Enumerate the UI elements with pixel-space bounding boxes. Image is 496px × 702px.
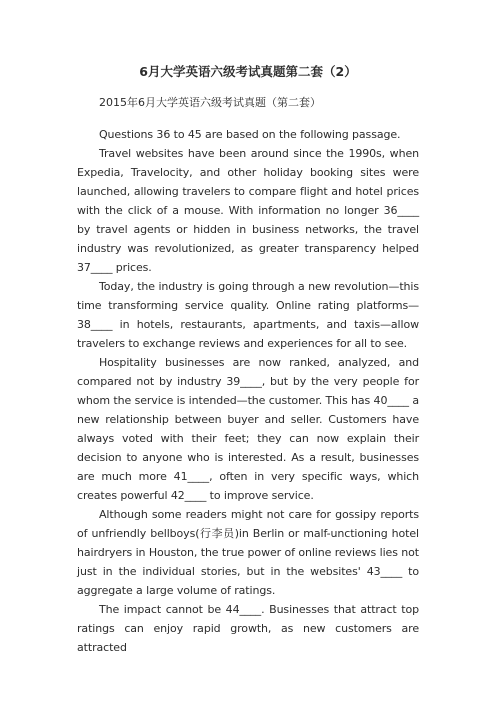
paragraph-1: Travel websites have been around since the 1990s, when Expedia, Travelocity, and other holiday booking sites were launched, allowing travelers to compare flight and hotel prices with the click of a mouse. With information no longer 36____ by travel agents or hidden in business networks, the travel industry was revolutionized, as greater transparency helped 37____ prices.	[77, 147, 419, 274]
paragraph-5: The impact cannot be 44____. Businesses that attract top ratings can enjoy rapid growth, as new customers are attracted	[77, 603, 419, 654]
document-title: 6月大学英语六级考试真题第二套（2）	[139, 64, 357, 79]
paragraph-2: Today, the industry is going through a new revolution—this time transforming service quality. Online rating platforms—38____ in hotels, restaurants, apartments, and taxis—allow travelers to exchange reviews and experiences for all to see.	[77, 280, 419, 350]
paragraph-instructions: Questions 36 to 45 are based on the following passage.	[99, 128, 401, 141]
paragraph-4: Although some readers might not care for gossipy reports of unfriendly bellboys(行李员)in Berlin or malf-unctioning hotel hairdryers in Houston, the true power of online reviews lies not just in the individual stories, but in the websites' 43____ to aggregate a large volume of ratings.	[77, 508, 419, 597]
paragraph-3: Hospitality businesses are now ranked, analyzed, and compared not by industry 39____, but by the very people for whom the service is intended—the customer. This has 40____ a new relationship between buyer and seller. Customers have always voted with their feet; they can now explain their decision to anyone who is interested. As a result, businesses are much more 41____, often in very specific ways, which creates powerful 42____ to improve service.	[77, 356, 419, 502]
document-subtitle: 2015年6月大学英语六级考试真题（第二套）	[99, 96, 321, 109]
